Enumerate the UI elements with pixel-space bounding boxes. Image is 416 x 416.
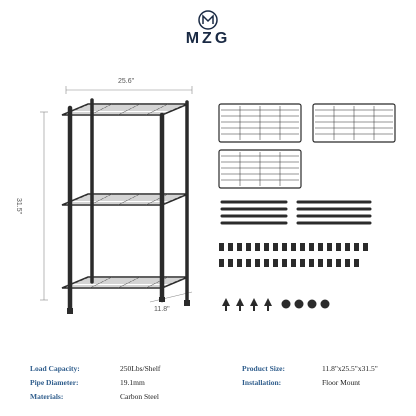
spec-label-materials: Materials: xyxy=(30,392,64,401)
wire-shelf-icon xyxy=(219,104,395,188)
wire-shelf-rack xyxy=(62,100,190,314)
spec-label-load-capacity: Load Capacity: xyxy=(30,364,80,373)
pole-icon xyxy=(222,202,370,223)
spec-label-installation: Installation: xyxy=(242,378,282,387)
depth-dimension: 11.8" xyxy=(154,306,170,313)
spec-value-product-size: 11.8"x25.5"x31.5" xyxy=(322,364,378,373)
height-dimension: 31.5" xyxy=(15,198,22,215)
brand-name: MZG xyxy=(185,30,231,47)
width-dimension: 25.6" xyxy=(118,78,135,85)
spec-table xyxy=(0,360,416,416)
spec-value-installation: Floor Mount xyxy=(322,378,361,387)
connector-icon xyxy=(219,243,368,267)
foot-icon xyxy=(222,298,330,311)
spec-label-product-size: Product Size: xyxy=(242,364,285,373)
spec-value-materials: Carbon Steel xyxy=(120,392,159,401)
spec-value-pipe-diameter: 19.1mm xyxy=(120,378,145,387)
spec-value-load-capacity: 250Lbs/Shelf xyxy=(120,364,161,373)
spec-label-pipe-diameter: Pipe Diameter: xyxy=(30,378,79,387)
